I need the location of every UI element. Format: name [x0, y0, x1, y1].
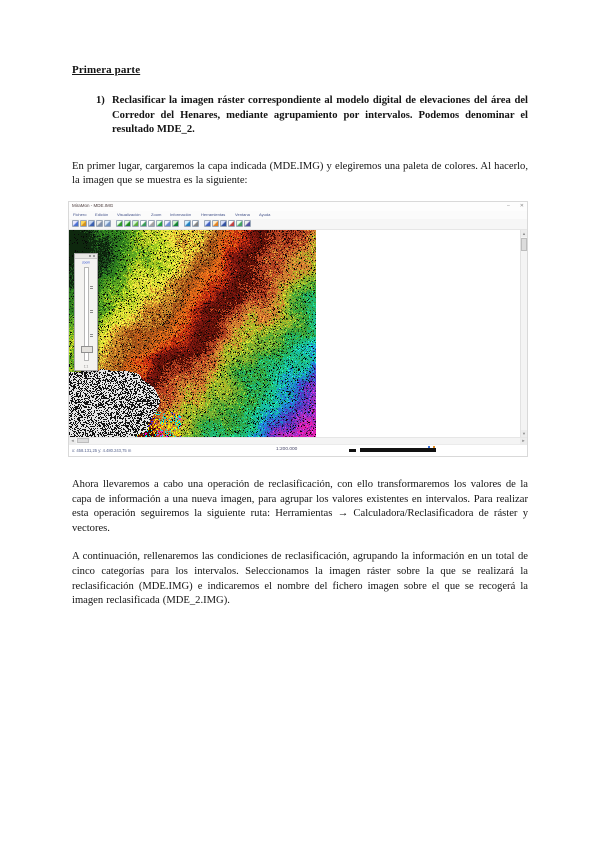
window-titlebar[interactable] — [69, 202, 527, 211]
scroll-right-icon[interactable]: ► — [521, 438, 526, 444]
slider-bottom-label: 1:1 — [83, 364, 89, 369]
legend-icon[interactable] — [212, 220, 219, 227]
slider-tick — [90, 334, 93, 335]
slider-panel-titlebar[interactable] — [75, 254, 97, 259]
paragraph-reclass: Ahora llevaremos a cabo una operación de reclasificación, con ello transformaremos los valores de la capa de información a una nueva imagen, para agrupar los valores existentes en intervalos. Para realizar esta operación seguiremos la siguiente ruta: Herramientas → Calculadora/Reclasificadora de ráster y vectores. — [72, 478, 528, 534]
info-query-icon[interactable] — [184, 220, 191, 227]
scroll-left-icon[interactable]: ◄ — [70, 438, 75, 444]
redraw-icon[interactable] — [156, 220, 163, 227]
minimize-icon[interactable]: – — [507, 202, 510, 209]
copy-icon[interactable] — [104, 220, 111, 227]
window-controls — [507, 204, 524, 209]
slider-top-label: zoom — [82, 260, 90, 265]
full-extent-icon[interactable] — [172, 220, 179, 227]
layers-icon[interactable] — [204, 220, 211, 227]
menu-item-visualizacion[interactable]: Visualización — [117, 212, 141, 218]
print-icon[interactable] — [96, 220, 103, 227]
slider-panel-dot — [93, 255, 95, 257]
pan-icon[interactable] — [148, 220, 155, 227]
toolbar-separator — [112, 220, 115, 227]
scroll-down-icon[interactable]: ▼ — [522, 430, 526, 436]
list-text: Reclasificar la imagen ráster correspondiente al modelo digital de elevaciones del área del Corredor del Henares, mediante agrupamiento por intervalos. Podemos denominar el resultado MDE_2. — [112, 95, 528, 136]
zoom-out-icon[interactable] — [132, 220, 139, 227]
open-folder-icon[interactable] — [80, 220, 87, 227]
scalebar-bar — [360, 448, 436, 452]
gis-app-window — [68, 201, 528, 457]
measure-icon[interactable] — [236, 220, 243, 227]
horizontal-scrollbar[interactable] — [69, 437, 527, 444]
menu-item-ventana[interactable]: Ventana — [235, 212, 251, 218]
zoom-initial-icon[interactable] — [116, 220, 123, 227]
numbered-item-1 — [96, 94, 528, 138]
scale-readout: 1:200.000 — [276, 446, 298, 452]
menu-item-edicion[interactable]: Edición — [95, 212, 109, 218]
attribute-table-icon[interactable] — [228, 220, 235, 227]
scalebar — [349, 446, 454, 455]
scalebar-tick-blue — [428, 446, 430, 448]
scalebar-dash — [349, 449, 356, 452]
slider-tick — [90, 286, 93, 287]
scroll-up-icon[interactable]: ▲ — [522, 230, 526, 236]
vertical-scrollbar[interactable] — [520, 230, 527, 437]
coordinates-readout: x: 458.131,25 y: 4.480.243,75 m — [72, 448, 132, 453]
cursor-icon[interactable] — [192, 220, 199, 227]
zoom-slider-panel[interactable] — [74, 253, 98, 371]
menu-item-fichero[interactable]: Fichero — [73, 212, 87, 218]
menu-item-informacion[interactable]: Información — [169, 212, 192, 218]
close-icon[interactable]: ✕ — [519, 202, 524, 209]
status-bar — [69, 444, 527, 456]
slider-tick — [90, 310, 93, 311]
toolbar — [69, 219, 527, 230]
toolbar-separator — [200, 220, 203, 227]
new-map-icon[interactable] — [72, 220, 79, 227]
menu-item-zoom[interactable]: Zoom — [151, 212, 162, 218]
window-title: MiraMon - MDE.IMG — [72, 203, 114, 210]
previous-view-icon[interactable] — [164, 220, 171, 227]
horizontal-scroll-thumb[interactable] — [77, 438, 89, 443]
paragraph-intro: En primer lugar, cargaremos la capa indicada (MDE.IMG) y elegiremos una paleta de colores. Al hacerlo, la imagen que se muestra es la siguiente: — [72, 160, 528, 187]
vertical-scroll-thumb[interactable] — [521, 238, 527, 251]
page-title: Primera parte — [72, 64, 141, 76]
menu-item-ayuda[interactable]: Ayuda — [259, 212, 271, 218]
zoom-window-icon[interactable] — [140, 220, 147, 227]
save-icon[interactable] — [88, 220, 95, 227]
raster-map-canvas[interactable] — [69, 230, 316, 437]
menu-bar — [69, 211, 527, 219]
toolbar-separator — [180, 220, 183, 227]
zoom-in-icon[interactable] — [124, 220, 131, 227]
scalebar-tick-orange — [433, 446, 435, 448]
paragraph-conditions: A continuación, rellenaremos las condiciones de reclasificación, agrupando la información en un total de cinco categorías para los intervalos. Seleccionamos la imagen ráster sobre la que se realizará la reclasificación (MDE.IMG) e indicaremos el nombre del fichero imagen sobre el que se recogerá la imagen reclasificada (MDE_2.IMG). — [72, 551, 528, 607]
list-number: 1) — [96, 95, 105, 106]
help-icon[interactable] — [244, 220, 251, 227]
zoom-slider-thumb[interactable] — [81, 346, 93, 353]
menu-item-herramientas[interactable]: Herramientas — [200, 212, 226, 218]
slider-panel-dot — [89, 255, 91, 257]
metadata-icon[interactable] — [220, 220, 227, 227]
map-client-area — [69, 230, 527, 437]
